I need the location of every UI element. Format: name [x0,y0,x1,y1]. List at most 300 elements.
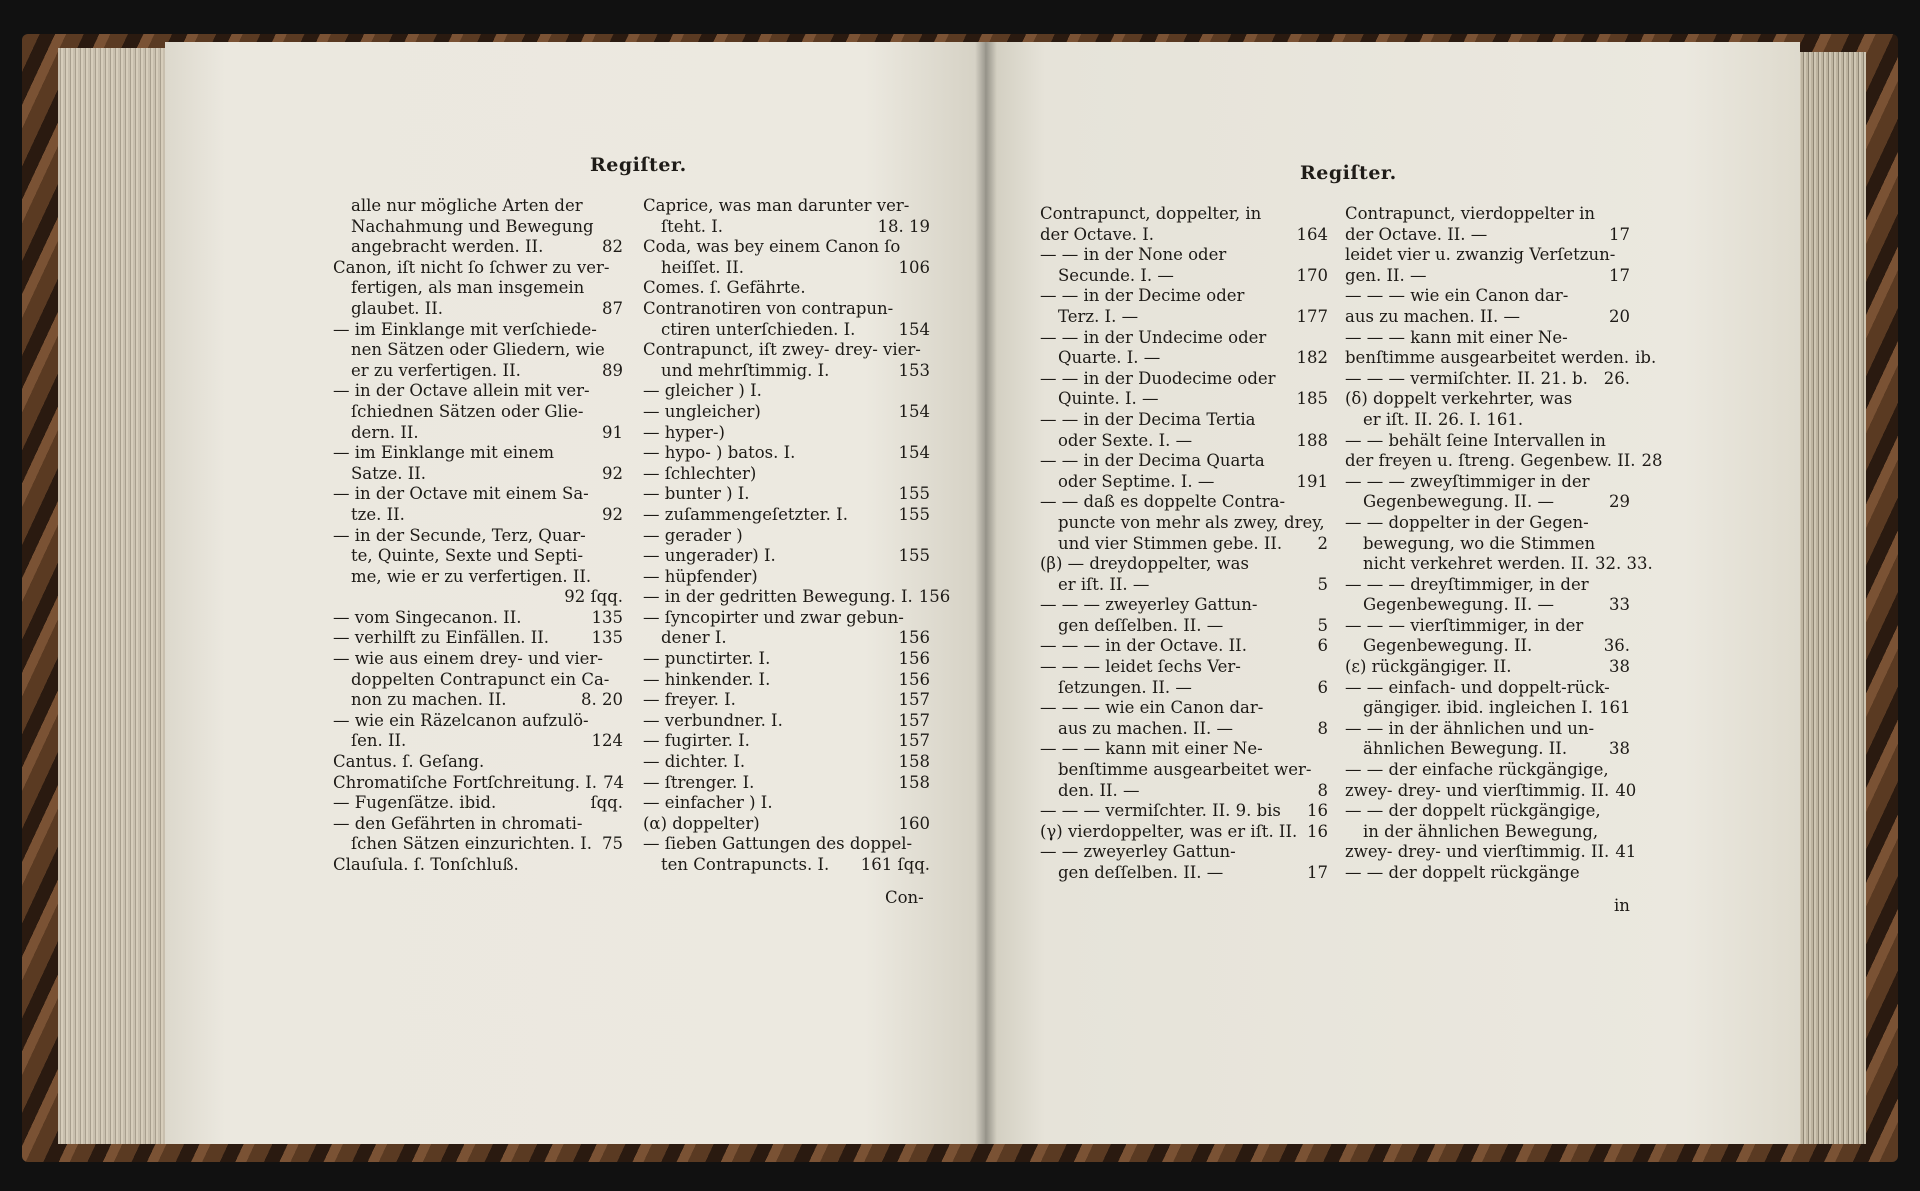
entry-page-ref: 135 [591,628,623,648]
index-entry [1040,801,1328,822]
entry-text: dener I. [661,628,727,648]
entry-text: — freyer. I. [643,690,736,710]
index-entry [333,237,623,258]
entry-page-ref: 82 [602,237,623,257]
index-entry [1040,389,1328,410]
index-entry [1345,719,1630,740]
entry-page-ref: 191 [1296,471,1328,491]
entry-page-ref: 155 [898,484,930,504]
entry-text: non zu machen. II. [351,690,507,710]
entry-text: (β) — dreydoppelter, was [1040,554,1249,574]
page-edges-right [1796,52,1866,1144]
left-running-head: Regiſter. [590,154,687,176]
index-entry [333,670,623,691]
index-entry [1345,266,1630,287]
entry-text: — hypo- ) batos. I. [643,443,796,463]
page-edges-left [58,48,170,1144]
entry-text: — gerader ) [643,525,743,545]
entry-page-ref: 75 [602,834,623,854]
index-entry [1040,451,1328,472]
index-entry [333,546,623,567]
index-entry [643,731,930,752]
index-entry [333,196,623,217]
entry-page-ref: 89 [602,360,623,380]
index-entry [1040,719,1328,740]
index-entry [333,587,623,608]
entry-text: — — in der ähnlichen und un- [1345,718,1595,738]
entry-text: Secunde. I. — [1058,265,1174,285]
entry-text: — — — wie ein Canon dar- [1040,698,1264,718]
index-entry [333,526,623,547]
entry-text: Gegenbewegung. II. — [1363,595,1555,615]
entry-text: — — daß es doppelte Contra- [1040,492,1286,512]
index-entry [643,217,930,238]
index-entry [333,649,623,670]
entry-page-ref: 18. 19 [877,216,930,236]
entry-text: zwey- drey- und vierſtimmig. II. [1345,842,1610,862]
index-entry [1345,534,1630,555]
entry-text: Contrapunct, iſt zwey- drey- vier- [643,340,921,360]
index-entry [1040,657,1328,678]
right-catchword: in [1614,896,1630,915]
entry-page-ref: 20 [1609,306,1630,326]
index-entry [643,752,930,773]
entry-text: zwey- drey- und vierſtimmig. II. [1345,780,1610,800]
entry-text: — — — zweyſtimmiger in der [1345,471,1590,491]
index-entry [1345,492,1630,513]
index-entry [1345,575,1630,596]
entry-text: Caprice, was man darunter ver- [643,196,910,215]
index-entry [1040,431,1328,452]
index-entry [1040,513,1328,534]
index-entry [1040,678,1328,699]
entry-page-ref: 26. [1603,368,1630,388]
entry-text: gängiger. ibid. ingleichen I. [1363,698,1593,718]
entry-text: — — behält ſeine Intervallen in [1345,430,1606,450]
index-entry [643,567,930,588]
entry-page-ref: 157 [898,710,930,730]
entry-page-ref: 5 [1317,615,1328,635]
index-entry [333,217,623,238]
entry-text: und vier Stimmen gebe. II. [1058,533,1283,553]
entry-page-ref: 8 [1317,780,1328,800]
index-entry [643,793,930,814]
entry-text: — wie aus einem drey- und vier- [333,649,603,669]
entry-text: gen. II. — [1345,265,1427,285]
index-entry [643,773,930,794]
entry-text: — — in der Decima Quarta [1040,451,1265,471]
entry-text: Contrapunct, doppelter, in [1040,204,1262,223]
index-entry [333,855,623,876]
index-entry [1040,286,1328,307]
entry-page-ref: 5 [1317,574,1328,594]
entry-text: nicht verkehret werden. II. [1363,554,1590,574]
entry-text: oder Sexte. I. — [1058,430,1193,450]
index-entry [643,278,930,299]
entry-text: ſen. II. [351,731,407,751]
entry-text: me, wie er zu verfertigen. II. [351,566,592,586]
index-entry [643,505,930,526]
index-entry [333,258,623,279]
index-entry [333,278,623,299]
entry-text: oder Septime. I. — [1058,471,1215,491]
index-entry [333,628,623,649]
entry-text: den. II. — [1058,780,1140,800]
entry-page-ref: 16 [1307,801,1328,821]
index-entry [333,402,623,423]
entry-text: benſtimme ausgearbeitet werden. [1345,348,1630,368]
entry-text: — ſchlechter) [643,463,757,483]
entry-text: (δ) doppelt verkehrter, was [1345,389,1573,409]
entry-page-ref: 38 [1609,739,1630,759]
index-entry [333,505,623,526]
entry-text: Gegenbewegung. II. — [1363,492,1555,512]
entry-text: der freyen u. ſtreng. Gegenbew. II. [1345,451,1636,471]
index-entry [333,464,623,485]
entry-text: ſetzungen. II. — [1058,677,1192,697]
entry-text: glaubet. II. [351,298,444,318]
entry-text: (α) doppelter) [643,813,760,833]
entry-text: — — in der Undecime oder [1040,327,1267,347]
entry-text: — in der Octave mit einem Sa- [333,484,589,504]
entry-page-ref: ſqq. [590,793,623,813]
entry-page-ref: 8 [1317,718,1328,738]
index-entry [643,628,930,649]
entry-page-ref: 17 [1609,265,1630,285]
entry-page-ref: 170 [1296,265,1328,285]
index-entry [1040,472,1328,493]
entry-text: — — zweyerley Gattun- [1040,842,1236,862]
index-entry [1040,760,1328,781]
entry-text: ähnlichen Bewegung. II. [1363,739,1568,759]
entry-text: fertigen, als man insgemein [351,278,585,298]
entry-text: der Octave. I. [1040,224,1155,244]
entry-text: — Fugenſätze. ibid. [333,793,497,813]
index-entry [643,484,930,505]
entry-text: er zu verfertigen. II. [351,360,521,380]
entry-text: — in der gedritten Bewegung. I. [643,587,913,607]
index-entry [643,814,930,835]
index-entry [643,464,930,485]
entry-text: — — der doppelt rückgängige, [1345,801,1601,821]
entry-page-ref: 154 [898,401,930,421]
index-entry [643,834,930,855]
index-entry [643,340,930,361]
entry-page-ref: 33 [1609,595,1630,615]
entry-text: — — — leidet ſechs Ver- [1040,657,1241,677]
entry-text: — — der doppelt rückgänge [1345,863,1580,882]
entry-text: — — — vierſtimmiger, in der [1345,615,1584,635]
index-entry [1345,431,1630,452]
index-entry [1040,307,1328,328]
entry-page-ref: 74 [603,772,625,792]
entry-text: ten Contrapuncts. I. [661,855,830,874]
index-entry [1345,863,1630,884]
entry-text: Canon, iſt nicht ſo ſchwer zu ver- [333,257,610,277]
entry-page-ref: 16 [1307,821,1328,841]
index-entry [1040,842,1328,863]
entry-text: ctiren unterſchieden. I. [661,319,856,339]
entry-page-ref: 164 [1296,224,1328,244]
entry-text: — — — vermiſchter. II. 9. bis [1040,801,1281,821]
index-entry [1040,369,1328,390]
index-entry [1040,781,1328,802]
index-entry [1345,678,1630,699]
entry-text: (ε) rückgängiger. II. [1345,657,1512,677]
entry-page-ref: 40 [1615,780,1637,800]
entry-text: Contrapunct, vierdoppelter in [1345,204,1596,223]
entry-text: — einfacher ) I. [643,793,773,813]
entry-text: gen deſſelben. II. — [1058,863,1224,882]
index-entry [1345,842,1637,863]
index-entry [643,690,930,711]
entry-text: — ſtrenger. I. [643,772,755,792]
entry-text: ſteht. I. [661,216,724,236]
entry-text: Coda, was bey einem Canon ſo [643,237,901,257]
entry-text: aus zu machen. II. — [1345,306,1520,326]
entry-text: Clauſula. ſ. Tonſchluß. [333,855,519,874]
entry-text: nen Sätzen oder Gliedern, wie [351,340,605,360]
index-entry [1345,595,1630,616]
index-entry [1345,657,1630,678]
entry-text: heiſſet. II. [661,257,745,277]
entry-text: — — doppelter in der Gegen- [1345,512,1589,532]
index-entry [1040,863,1328,884]
right-running-head: Regiſter. [1300,162,1397,184]
entry-text: ſchiednen Sätzen oder Glie- [351,401,584,421]
entry-text: — — — kann mit einer Ne- [1040,739,1263,759]
entry-page-ref: 87 [602,298,623,318]
index-entry [333,608,623,629]
index-entry [1345,472,1630,493]
index-entry [333,423,623,444]
entry-page-ref: 156 [898,649,930,669]
index-entry [643,196,930,217]
entry-page-ref: 91 [602,422,623,442]
index-entry [1040,492,1328,513]
entry-text: alle nur mögliche Arten der [351,196,583,215]
entry-text: in der ähnlichen Bewegung, [1363,821,1599,841]
entry-page-ref: 124 [591,731,623,751]
entry-text: tze. II. [351,504,405,524]
entry-text: Chromatiſche Fortſchreitung. I. [333,772,598,792]
entry-page-ref: 185 [1296,389,1328,409]
index-entry [643,423,930,444]
index-entry [1345,225,1630,246]
entry-page-ref: 2 [1317,533,1328,553]
entry-text: — — in der Decime oder [1040,286,1245,306]
entry-text: Contranotiren von contrapun- [643,298,894,318]
entry-text: — — in der None oder [1040,245,1227,265]
entry-text: Comes. ſ. Gefährte. [643,278,806,298]
entry-text: — ungleicher) [643,401,761,421]
index-entry [643,649,930,670]
entry-text: — — — wie ein Canon dar- [1345,286,1569,306]
entry-page-ref: 158 [898,772,930,792]
index-entry [643,855,930,876]
index-entry [333,834,623,855]
entry-page-ref: 154 [898,319,930,339]
entry-text: te, Quinte, Sexte und Septi- [351,546,584,566]
entry-page-ref: 92 ſqq. [564,587,623,607]
index-entry [1040,698,1328,719]
entry-text: benſtimme ausgearbeitet wer- [1058,760,1312,780]
entry-text: gen deſſelben. II. — [1058,615,1224,635]
entry-text: ſchen Sätzen einzurichten. I. [351,834,593,854]
entry-text: — — der einfache rückgängige, [1345,760,1609,780]
index-entry [643,361,930,382]
entry-page-ref: 17 [1307,863,1328,882]
index-entry [333,773,623,794]
index-entry [1345,204,1630,225]
entry-text: — verhilft zu Einfällen. II. [333,628,550,648]
index-entry [1040,636,1328,657]
index-entry [333,814,623,835]
index-entry [1345,286,1630,307]
entry-text: — vom Singecanon. II. [333,607,522,627]
entry-page-ref: 135 [591,607,623,627]
index-entry [1345,369,1630,390]
index-entry [333,361,623,382]
entry-text: — den Gefährten in chromati- [333,813,583,833]
index-entry [643,299,930,320]
index-entry [643,237,930,258]
entry-text: — — — zweyerley Gattun- [1040,595,1258,615]
entry-page-ref: 32. 33. [1595,554,1653,574]
index-entry [1040,328,1328,349]
entry-text: er iſt. II. 26. I. 161. [1363,409,1524,429]
index-entry [1040,739,1328,760]
entry-page-ref: 155 [898,504,930,524]
entry-text: Terz. I. — [1058,306,1139,326]
entry-page-ref: 6 [1317,677,1328,697]
index-entry [1345,307,1630,328]
entry-text: angebracht werden. II. [351,237,544,257]
entry-text: Quarte. I. — [1058,348,1161,368]
entry-page-ref: 161 ſqq. [860,855,930,874]
entry-text: — — — kann mit einer Ne- [1345,327,1568,347]
entry-page-ref: 41 [1615,842,1637,862]
entry-page-ref: 92 [602,463,623,483]
entry-text: Cantus. ſ. Geſang. [333,752,485,772]
index-entry [643,381,930,402]
index-entry [1345,636,1630,657]
entry-text: Gegenbewegung. II. [1363,636,1533,656]
index-entry [1345,513,1630,534]
entry-page-ref: 161 [1598,698,1631,718]
entry-page-ref: 188 [1296,430,1328,450]
index-entry [1040,616,1328,637]
entry-page-ref: 154 [898,443,930,463]
index-entry [333,340,623,361]
entry-text: er iſt. II. — [1058,574,1150,594]
entry-text: Satze. II. [351,463,426,483]
index-entry [333,299,623,320]
entry-text: — ungerader) I. [643,546,776,566]
entry-text: — fugirter. I. [643,731,750,751]
entry-text: — dichter. I. [643,752,746,772]
entry-text: dern. II. [351,422,419,442]
index-entry [333,320,623,341]
entry-page-ref: 28 [1641,451,1663,471]
index-entry [333,711,623,732]
entry-text: Quinte. I. — [1058,389,1159,409]
entry-page-ref: 160 [898,813,930,833]
index-entry [1040,225,1328,246]
entry-page-ref: 92 [602,504,623,524]
index-entry [1345,739,1630,760]
index-entry [333,567,623,588]
index-entry [643,587,951,608]
index-entry [643,546,930,567]
index-entry [333,752,623,773]
index-entry [333,690,623,711]
index-entry [1345,348,1657,369]
entry-text: — ſyncopirter und zwar gebun- [643,607,904,627]
entry-page-ref: 29 [1609,492,1630,512]
entry-text: — wie ein Räzelcanon aufzulö- [333,710,589,730]
left-column-1 [333,196,623,876]
entry-text: — im Einklange mit verſchiede- [333,319,597,339]
entry-text: — zuſammengeſetzter. I. [643,504,848,524]
right-column-1 [1040,204,1328,884]
entry-page-ref: 156 [898,669,930,689]
entry-text: leidet vier u. zwanzig Verſetzun- [1345,245,1616,265]
entry-text: puncte von mehr als zwey, drey, [1058,512,1325,532]
entry-page-ref: 182 [1296,348,1328,368]
index-entry [1345,389,1630,410]
entry-page-ref: 157 [898,690,930,710]
entry-text: — — in der Decima Tertia [1040,409,1256,429]
entry-text: bewegung, wo die Stimmen [1363,533,1596,553]
index-entry [1345,760,1630,781]
entry-text: — verbundner. I. [643,710,783,730]
entry-text: — bunter ) I. [643,484,750,504]
entry-text: der Octave. II. — [1345,224,1488,244]
left-catchword: Con- [885,888,924,907]
entry-text: — — — in der Octave. II. [1040,636,1247,656]
index-entry [1345,245,1630,266]
index-entry [1040,534,1328,555]
index-entry [643,711,930,732]
entry-page-ref: 38 [1609,657,1630,677]
index-entry [1345,451,1663,472]
entry-text: — gleicher ) I. [643,381,762,401]
entry-text: aus zu machen. II. — [1058,718,1233,738]
entry-text: (γ) vierdoppelter, was er iſt. II. [1040,821,1298,841]
index-entry [1040,822,1328,843]
entry-text: — — in der Duodecime oder [1040,368,1276,388]
entry-text: — im Einklange mit einem [333,443,555,463]
entry-text: — ſieben Gattungen des doppel- [643,834,913,854]
entry-text: — — — vermiſchter. II. 21. b. [1345,368,1588,388]
entry-page-ref: 155 [898,546,930,566]
entry-text: — — einfach- und doppelt-rück- [1345,677,1610,697]
entry-page-ref: 156 [898,628,930,648]
index-entry [1040,575,1328,596]
index-entry [1345,328,1630,349]
index-entry [1345,616,1630,637]
index-entry [643,526,930,547]
entry-text: — in der Secunde, Terz, Quar- [333,525,586,545]
index-entry [643,608,930,629]
book-gutter [975,42,997,1144]
index-entry [1345,410,1630,431]
entry-text: — in der Octave allein mit ver- [333,381,590,401]
index-entry [333,793,623,814]
entry-page-ref: 177 [1296,306,1328,326]
entry-text: — — — dreyſtimmiger, in der [1345,574,1589,594]
